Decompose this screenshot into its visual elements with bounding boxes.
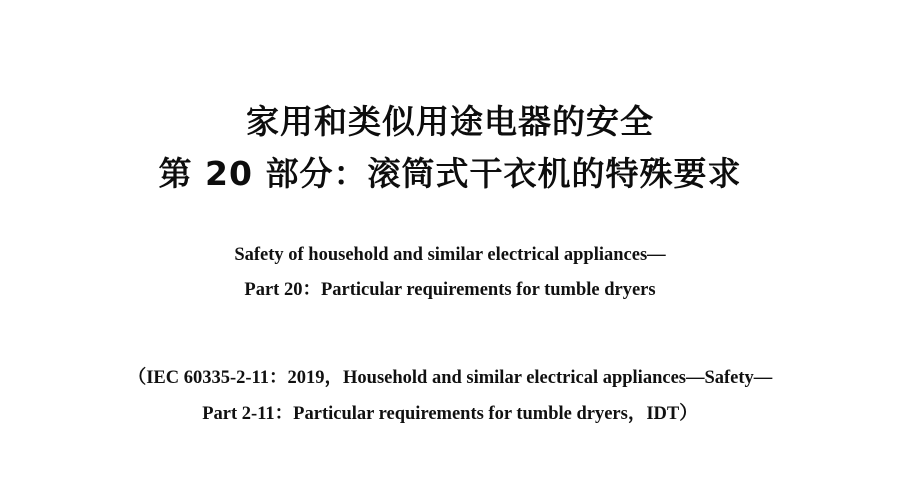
title-line-1: 家用和类似用途电器的安全 <box>246 102 654 141</box>
document-title <box>0 96 900 200</box>
subtitle-line-2: Part 20：Particular requirements for tumble dryers <box>244 280 656 300</box>
note-line-2: Part 2-11：Particular requirements for tumble dryers，IDT） <box>202 404 698 424</box>
title-line-2: 第 20 部分：滚筒式干衣机的特殊要求 <box>158 154 742 193</box>
note-line-1: （IEC 60335-2-11：2019，Household and similar electrical appliances—Safety— <box>127 368 773 388</box>
subtitle-line-1: Safety of household and similar electrical appliances— <box>234 245 666 265</box>
document-subtitle <box>0 238 900 308</box>
standard-reference-note <box>0 360 900 432</box>
